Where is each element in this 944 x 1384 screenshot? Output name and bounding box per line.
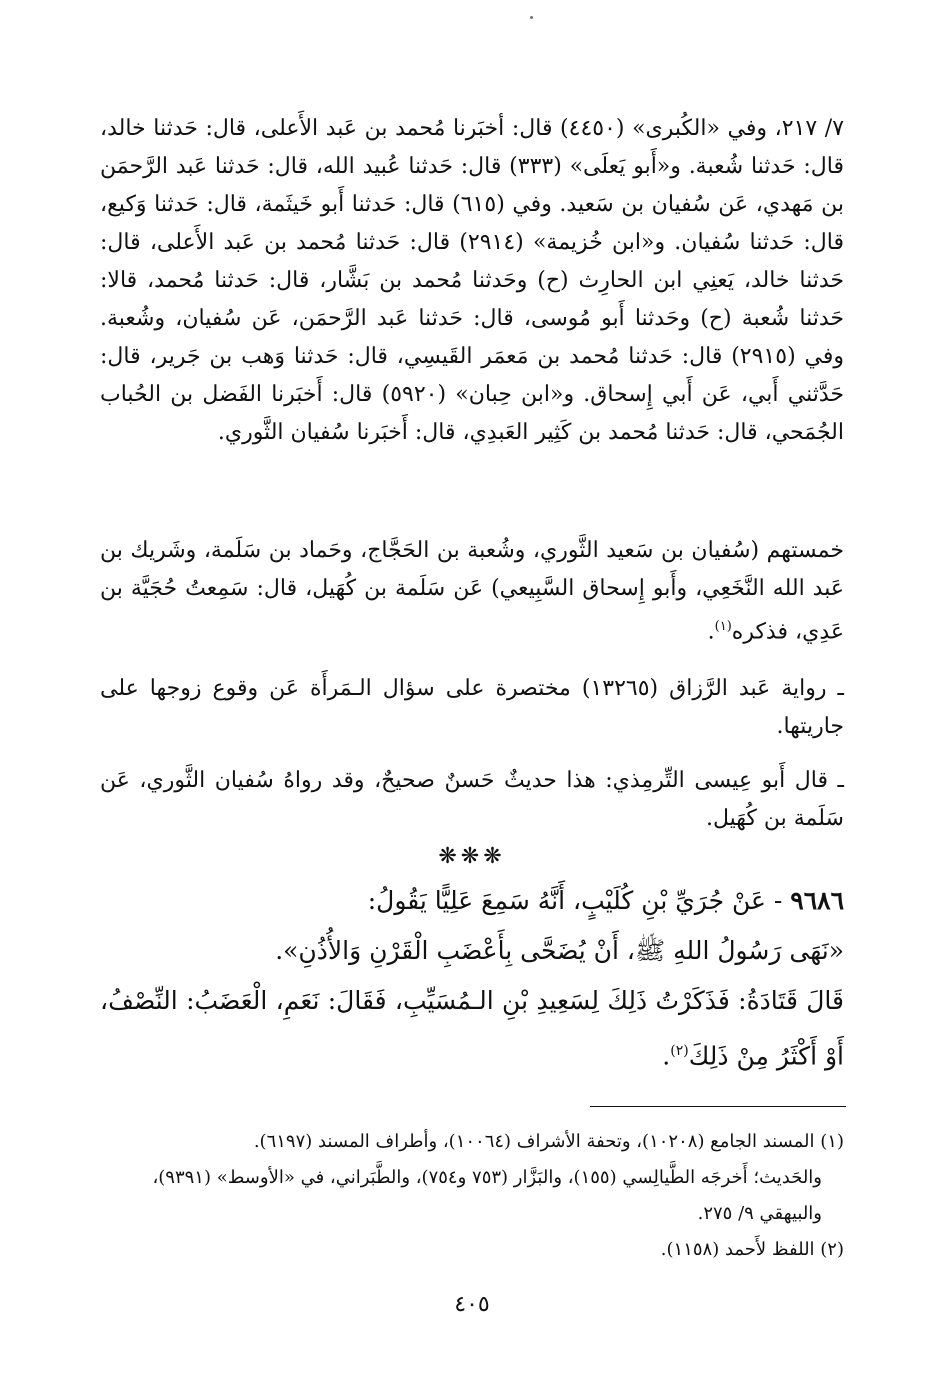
abdurrazzaq-note xyxy=(100,670,844,746)
tirmidhi-text: ـ قال أَبو عِيسى التِّرمِذي: هذا حديثٌ حَسنٌ صحيحٌ، وقد رواهُ سُفيان الثَّوري، عَن سَلَمة بن كُهَيل. xyxy=(100,768,844,831)
footnote-2: (٢) اللفظ لأَحمد (١١٥٨). xyxy=(660,1239,844,1260)
takhrij-text: ٧/ ٢١٧، وفي «الكُبرى» (٤٤٥٠) قال: أخبَرنا مُحمد بن عَبد الأَعلى، قال: حَدثنا خالد، قال: حَدثنا شُعبة. و«أَبو يَعلَى» (٣٣٣) قال: حَدثنا عُبيد الله، قال: حَدثنا عَبد الرَّحمَن بن مَهدي، عَن سُفيان بن سَعيد. وفي (٦١٥) قال: حَدثنا أَبو خَيثَمة، قال: حَدثنا وَكيع، قال: حَدثنا سُفيان. و«ابن خُزيمة» (٢٩١٤) قال: حَدثنا مُحمد بن عَبد الأَعلى، قال: حَدثنا خالد، يَعنِي ابن الحارِث (ح) وحَدثنا مُحمد بن بَشَّار، قال: حَدثنا مُحمد، قالا: حَدثنا شُعبة (ح) وحَدثنا أَبو مُوسى، قال: حَدثنا عَبد الرَّحمَن، عَن سُفيان، وشُعبة. وفي (٢٩١٥) قال: حَدثنا مُحمد بن مَعمَر القَيسِي، قال: حَدثنا وَهب بن جَرير، قال: حَدَّثني أَبي، عَن أَبي إِسحاق. و«ابن حِبان» (٥٩٢٠) قال: أَخبَرنا الفَضل بن الحُباب الجُمَحي، قال: حَدثنا مُحمد بن كَثِير العَبدِي، قال: أَخبَرنا سُفيان الثَّوري. xyxy=(100,116,845,445)
footnotes xyxy=(100,1124,844,1268)
scan-speck xyxy=(530,16,533,19)
section-separator: ❋❋❋ xyxy=(438,844,506,869)
tirmidhi-note xyxy=(100,762,844,838)
page-number: ٤٠٥ xyxy=(454,1292,490,1317)
footnote-1-continuation: والحَديث؛ أَخرجَه الطَّيالِسي (١٥٥)، والبَزَّار (٧٥٣ و٧٥٤)، والطَّبَراني، في «الأوسط» (٩٣٩١)، والبيهقي ٩/ ٢٧٥. xyxy=(152,1167,822,1224)
takhrij-paragraph xyxy=(100,110,844,452)
qatada-text: قَالَ قَتَادَةُ: فَذَكَرْتُ ذَلِكَ لِسَعِيدِ بْنِ الـمُسَيِّبِ، فَقَالَ: نَعَمِ، الْعَضَبُ: النِّصْفُ، أَوْ أَكْثَرُ مِنْ ذَلِكَ xyxy=(100,986,844,1071)
narrators-text-wrapper xyxy=(100,532,844,651)
qatada-period: . xyxy=(662,1041,671,1071)
narrators-period: . xyxy=(707,619,715,645)
narrators-paragraph xyxy=(100,532,844,651)
footnote-ref-2[interactable]: (٢) xyxy=(670,1043,689,1059)
hadith-matn xyxy=(100,926,844,976)
narrators-text: خمستهم (سُفيان بن سَعيد الثَّوري، وشُعبة بن الحَجَّاج، وحَماد بن سَلَمة، وشَريك بن عَبد الله النَّخَعِي، وأَبو إِسحاق السَّبِيعي) عَن سَلَمة بن كُهَيل، قال: سَمِعتُ حُجَيَّة بن عَدِي، فذكره xyxy=(100,538,844,645)
hadith-number: ٩٦٨٦ xyxy=(790,886,844,915)
footnote-divider xyxy=(590,1106,846,1107)
abdurrazzaq-text: ـ رواية عَبد الرَّزاق (١٣٢٦٥) مختصرة على سؤال الـمَرأَة عَن وقوع زوجها على جاريتها. xyxy=(100,676,844,739)
hadith-qatada xyxy=(100,976,844,1081)
hadith-matn-text: «نَهَى رَسُولُ اللهِ ﷺ، أَنْ يُضَحَّى بِأَعْضَبِ الْقَرْنِ وَالأُذُنِ». xyxy=(275,936,844,965)
footnote-ref-1[interactable]: (١) xyxy=(714,619,732,634)
footnote-1: (١) المسند الجامع (١٠٢٠٨)، وتحفة الأشراف (١٠٠٦٤)، وأطراف المسند (٦١٩٧). xyxy=(253,1131,844,1152)
hadith-opening: - عَنْ جُرَيِّ بْنِ كُلَيْبٍ، أَنَّهُ سَمِعَ عَلِيًّا يَقُولُ: xyxy=(367,886,783,915)
hadith-heading xyxy=(100,876,844,926)
